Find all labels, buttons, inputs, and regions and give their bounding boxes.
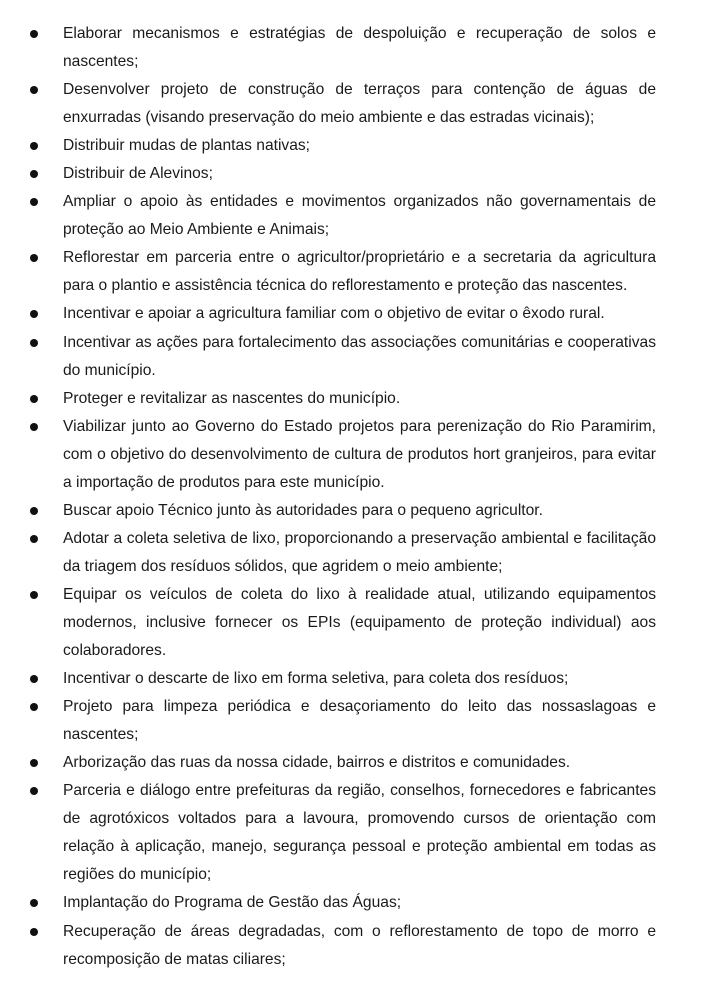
bullet-icon	[30, 30, 38, 38]
list-item-text: Reflorestar em parceria entre o agricultor/proprietário e a secretaria da agricultura para o plantio e assistência técnica do reflorestamento e proteção das nascentes.	[63, 249, 656, 295]
list-item-text: Proteger e revitalizar as nascentes do município.	[63, 389, 401, 407]
list-item-text: Viabilizar junto ao Governo do Estado projetos para perenização do Rio Paramirim, com o objetivo do desenvolvimento de cultura de produtos hort granjeiros, para evitar a importação de produtos para este município.	[63, 417, 656, 491]
bullet-icon	[30, 310, 38, 318]
list-item	[0, 160, 656, 188]
list-item	[0, 665, 656, 693]
list-item	[0, 693, 656, 749]
list-item-text: Ampliar o apoio às entidades e movimentos organizados não governamentais de proteção ao Meio Ambiente e Animais;	[63, 193, 656, 239]
list-item	[0, 918, 656, 974]
bullet-icon	[30, 899, 38, 907]
bullet-icon	[30, 339, 38, 347]
list-item	[0, 76, 656, 132]
bullet-icon	[30, 675, 38, 683]
list-item-text: Implantação do Programa de Gestão das Águas;	[63, 894, 402, 912]
list-item	[0, 20, 656, 76]
list-item-text: Distribuir mudas de plantas nativas;	[63, 137, 311, 155]
list-item	[0, 413, 656, 497]
list-item	[0, 329, 656, 385]
list-item-text: Incentivar as ações para fortalecimento das associações comunitárias e cooperativas do município.	[63, 333, 656, 379]
list-item	[0, 581, 656, 665]
list-item	[0, 777, 656, 889]
list-item	[0, 300, 656, 328]
bullet-icon	[30, 535, 38, 543]
list-item-text: Adotar a coleta seletiva de lixo, proporcionando a preservação ambiental e facilitação da triagem dos resíduos sólidos, que agridem o meio ambiente;	[63, 529, 656, 575]
bullet-icon	[30, 423, 38, 431]
bullet-icon	[30, 198, 38, 206]
list-item	[0, 525, 656, 581]
list-item-text: Buscar apoio Técnico junto às autoridades para o pequeno agricultor.	[63, 501, 543, 519]
bullet-icon	[30, 928, 38, 936]
bullet-icon	[30, 142, 38, 150]
bullet-icon	[30, 591, 38, 599]
list-item	[0, 749, 656, 777]
bullet-icon	[30, 703, 38, 711]
list-item-text: Parceria e diálogo entre prefeituras da região, conselhos, fornecedores e fabricantes de agrotóxicos voltados para a lavoura, promovendo cursos de orientação com relação à aplicação, manejo, segurança pessoal e proteção ambiental em todas as regiões do município;	[63, 782, 656, 884]
list-item	[0, 244, 656, 300]
list-item-text: Elaborar mecanismos e estratégias de despoluição e recuperação de solos e nascentes;	[63, 25, 656, 71]
list-item	[0, 132, 656, 160]
bullet-icon	[30, 759, 38, 767]
list-item-text: Distribuir de Alevinos;	[63, 165, 213, 183]
bullet-icon	[30, 507, 38, 515]
list-item	[0, 188, 656, 244]
list-item-text: Incentivar e apoiar a agricultura familiar com o objetivo de evitar o êxodo rural.	[63, 305, 605, 323]
list-item	[0, 497, 656, 525]
bullet-icon	[30, 395, 38, 403]
list-item-text: Equipar os veículos de coleta do lixo à realidade atual, utilizando equipamentos modernos, inclusive fornecer os EPIs (equipamento de proteção individual) aos colaboradores.	[63, 585, 656, 660]
bullet-icon	[30, 254, 38, 262]
list-item	[0, 385, 656, 413]
list-item-text: Incentivar o descarte de lixo em forma seletiva, para coleta dos resíduos;	[63, 670, 569, 688]
bullet-icon	[30, 170, 38, 178]
list-item-text: Recuperação de áreas degradadas, com o reflorestamento de topo de morro e recomposição de matas ciliares;	[63, 922, 656, 968]
list-item-text: Projeto para limpeza periódica e desaçoriamento do leito das nossaslagoas e nascentes;	[63, 698, 656, 744]
list-item-text: Desenvolver projeto de construção de terraços para contenção de águas de enxurradas (visando preservação do meio ambiente e das estradas vicinais);	[63, 81, 656, 127]
list-item	[0, 889, 656, 917]
list-item-text: Arborização das ruas da nossa cidade, bairros e distritos e comunidades.	[63, 754, 571, 772]
bullet-icon	[30, 787, 38, 795]
bullet-icon	[30, 86, 38, 94]
